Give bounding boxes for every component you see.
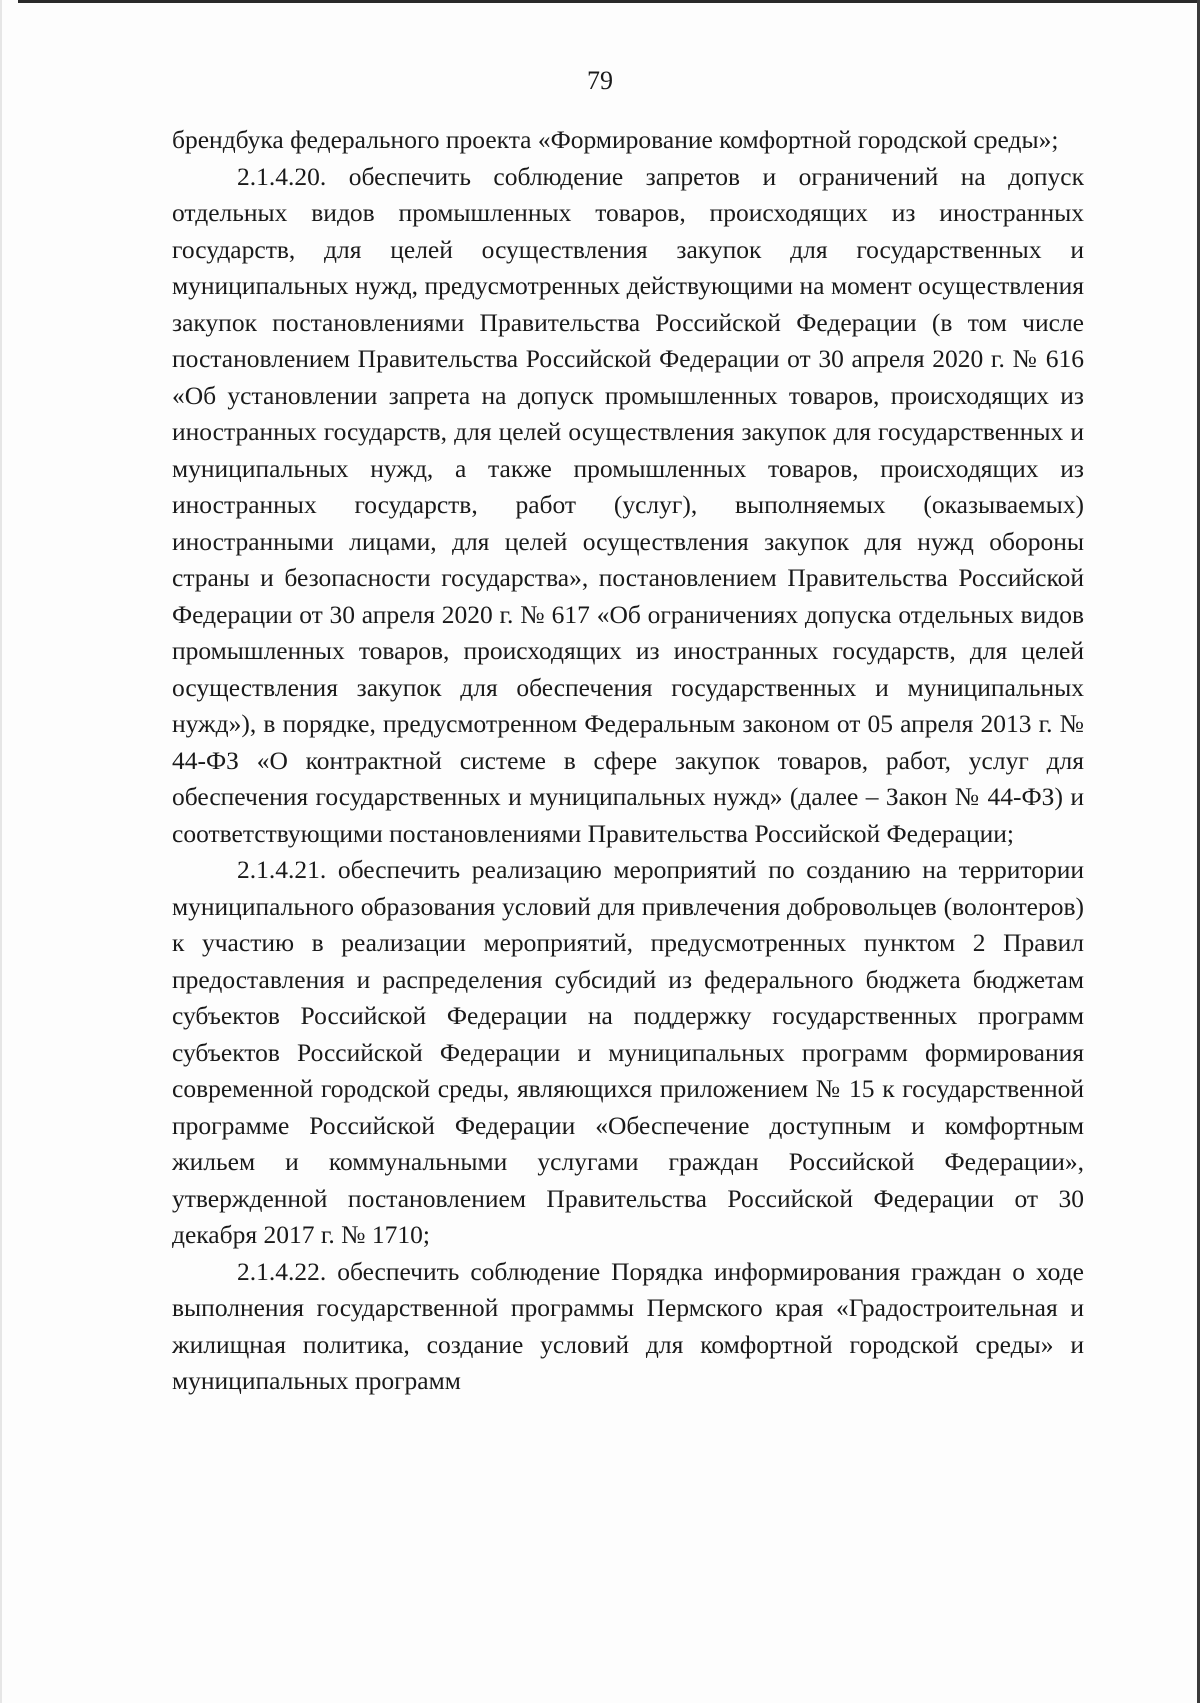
page-number: 79	[587, 66, 613, 95]
paragraph-2-1-4-21: 2.1.4.21. обеспечить реализацию мероприятий по созданию на территории муниципального образования условий для привлечения добровольцев (волонтеров) к участию в реализации мероприятий, предусмотренных пунктом 2 Правил предоставления и распределения субсидий из федерального бюджета бюджетам субъектов Российской Федерации на поддержку государственных программ субъектов Российской Федерации и муниципальных программ формирования современной городской среды, являющихся приложением № 15 к государственной программе Российской Федерации «Обеспечение доступным и комфортным жильем и коммунальными услугами граждан Российской Федерации», утвержденной постановлением Правительства Российской Федерации от 30 декабря 2017 г. № 1710;	[172, 855, 1084, 1249]
paragraph-continuation: брендбука федерального проекта «Формирование комфортной городской среды»;	[172, 125, 1059, 154]
paragraph-2-1-4-20: 2.1.4.20. обеспечить соблюдение запретов и ограничений на допуск отдельных видов промышленных товаров, происходящих из иностранных государств, для целей осуществления закупок для государственных и муниципальных нужд, предусмотренных действующими на момент осуществления закупок постановлениями Правительства Российской Федерации (в том числе постановлением Правительства Российской Федерации от 30 апреля 2020 г. № 616 «Об установлении запрета на допуск промышленных товаров, происходящих из иностранных государств, для целей осуществления закупок для государственных и муниципальных нужд, а также промышленных товаров, происходящих из иностранных государств, работ (услуг), выполняемых (оказываемых) иностранными лицами, для целей осуществления закупок для нужд обороны страны и безопасности государства», постановлением Правительства Российской Федерации от 30 апреля 2020 г. № 617 «Об ограничениях допуска отдельных видов промышленных товаров, происходящих из иностранных государств, для целей осуществления закупок для обеспечения государственных и муниципальных нужд»), в порядке, предусмотренном Федеральным законом от 05 апреля 2013 г. № 44-ФЗ «О контрактной системе в сфере закупок товаров, работ, услуг для обеспечения государственных и муниципальных нужд» (далее – Закон № 44-ФЗ) и соответствующими постановлениями Правительства Российской Федерации;	[172, 161, 1084, 848]
scan-edge-top	[18, 0, 1200, 3]
scan-edge-left	[0, 0, 2, 1703]
document-body	[172, 122, 1084, 1400]
paragraph-2-1-4-22: 2.1.4.22. обеспечить соблюдение Порядка информирования граждан о ходе выполнения государственной программы Пермского края «Градостроительная и жилищная политика, создание условий для комфортной городской среды» и муниципальных программ	[172, 1256, 1084, 1395]
